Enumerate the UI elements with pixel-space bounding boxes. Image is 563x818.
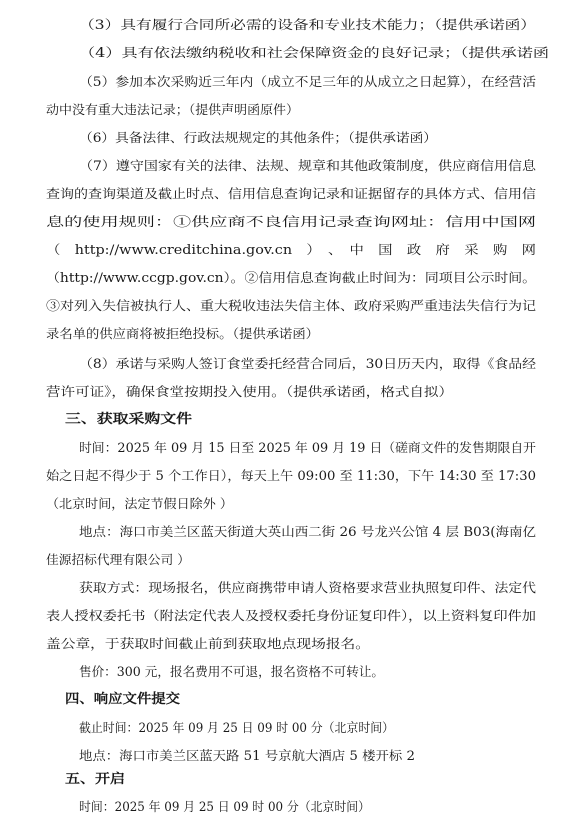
text-line: 地点：海口市美兰区蓝天路 51 号京航大酒店 5 楼开标 2 [79,748,415,763]
text-line: （8）承诺与采购人签订食堂委托经营合同后，30日历天内，取得《食品经 [79,356,536,371]
text-line: 佳源招标代理有限公司 ） [46,552,190,567]
text-line: （6）具备法律、行政法规规定的其他条件；（提供承诺函） [79,130,437,145]
text-line: 始之日起不得少于 5 个工作日），每天上午 09:00 至 11:30，下午 14:30 至 17:30 [46,468,536,483]
text-line: 息的使用规则：①供应商不良信用记录查询网址：信用中国网 [46,214,536,229]
text-line: （7）遵守国家有关的法律、法规、规章和其他政策制度，供应商信用信息 [79,158,536,173]
text-line: 查询的查询渠道及截止时点、信用信息查询记录和证据留存的具体方式、信用信 [46,186,536,201]
text-line: 售价：300 元，报名费用不可退，报名资格不可转让。 [79,664,384,679]
text-line: （3）具有履行合同所必需的设备和专业技术能力；（提供承诺函） [79,17,536,32]
text-line: 录名单的供应商将被拒绝投标。（提供承诺函） [46,326,319,341]
text-line: ③对列入失信被执行人、重大税收违法失信主体、政府采购严重违法失信行为记 [46,298,536,313]
text-line: 获取方式：现场报名，供应商携带申请人资格要求营业执照复印件、法定代 [79,580,536,595]
section-heading: 三、获取采购文件 [65,412,192,427]
text-line: 盖公章，于获取时间截止前到获取地点现场报名。 [46,636,370,651]
text-line: 动中没有重大违法记录；（提供声明函原件） [46,102,299,117]
text-line: 地点：海口市美兰区蓝天街道大英山西二街 26 号龙兴公馆 4 层 B03(海南亿 [79,524,536,539]
text-line: （4）具有依法缴纳税收和社会保障资金的良好记录；（提供承诺函 [79,45,549,60]
text-line: （http://www.ccgp.gov.cn）。②信用信息查询截止时间为：同项目公示时间。 [46,270,536,285]
text-line: 时间：2025 年 09 月 15 日至 2025 年 09 月 19 日（磋商文件的发售期限自开 [79,440,536,455]
text-line: （北京时间，法定节假日除外 ） [46,496,233,511]
text-line: 表人授权委托书（附法定代表人及授权委托身份证复印件），以上资料复印件加 [46,608,536,623]
text-line: 时间：2025 年 09 月 25 日 09 时 00 分（北京时间） [79,799,370,814]
section-heading: 五、开启 [65,772,125,787]
text-line: （ http://www.creditchina.gov.cn ） 、 中 国 政 府 采 购 网 [46,242,536,257]
text-line: （5）参加本次采购近三年内（成立不足三年的从成立之日起算），在经营活 [79,74,536,89]
section-heading: 四、响应文件提交 [65,692,180,707]
text-line: 截止时间：2025 年 09 月 25 日 09 时 00 分（北京时间） [79,720,394,735]
text-line: 营许可证》，确保食堂按期投入使用。（提供承诺函，格式自拟） [46,384,453,399]
